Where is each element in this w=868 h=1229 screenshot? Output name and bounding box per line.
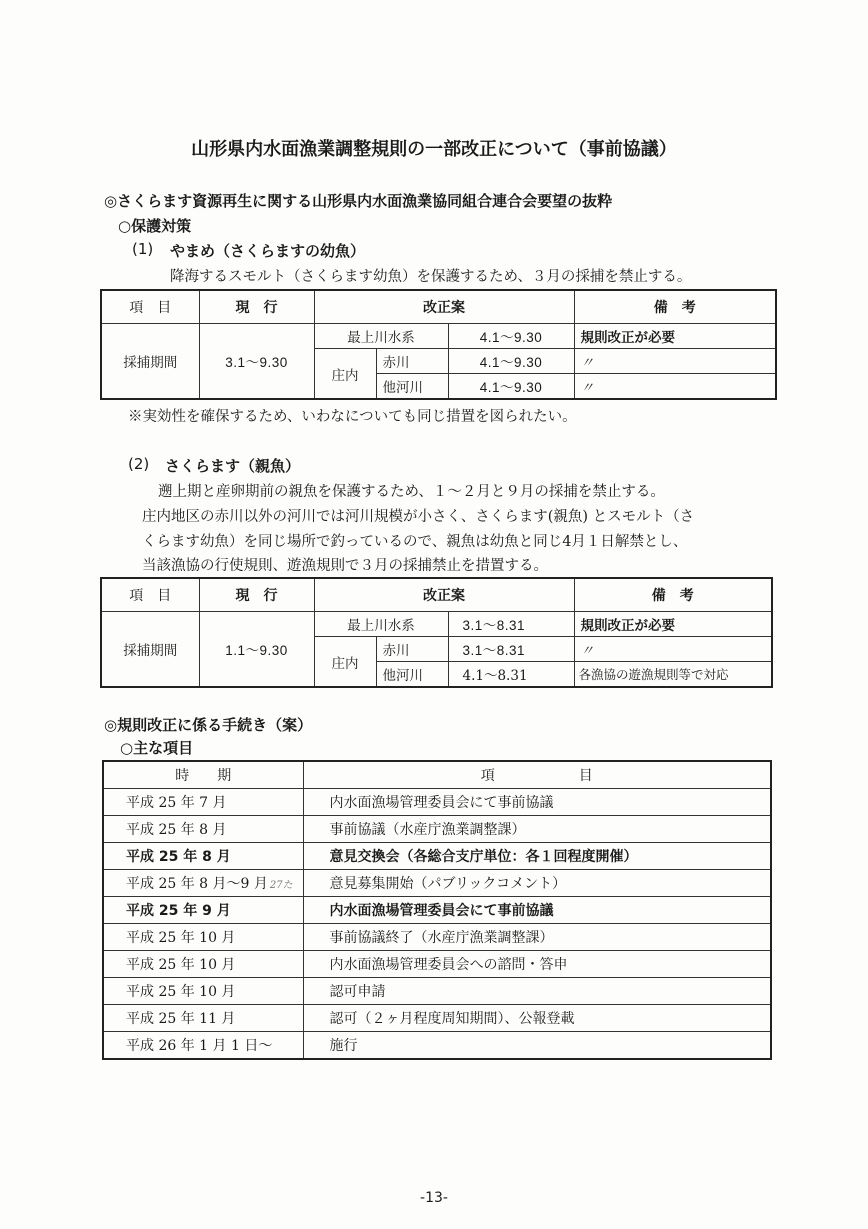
item-cell: 事前協議（水産庁漁業調整課） (303, 816, 771, 843)
header-item: 項 目 (101, 290, 199, 324)
table-row (101, 324, 776, 349)
table-row (103, 816, 771, 843)
period-cell: 4.1～9.30 (448, 349, 574, 374)
area-cell: 他河川 (376, 662, 448, 688)
area-cell: 最上川水系 (314, 612, 448, 637)
item-cell: 内水面漁場管理委員会にて事前協議 (303, 897, 771, 924)
remark-cell: 規則改正が必要 (574, 612, 772, 637)
area-cell: 最上川水系 (314, 324, 448, 349)
period-cell: 4.1～8.31 (448, 662, 574, 688)
period-text: 平成 25 年 10 月 (126, 984, 236, 1000)
item1-description: 降海するスモルト（さくらます幼魚）を保護するため、３月の採捕を禁止する。 (170, 269, 692, 285)
table-row (103, 870, 771, 897)
header-item: 項 目 (101, 578, 199, 612)
area-cell: 他河川 (376, 374, 448, 400)
area-cell: 赤川 (376, 349, 448, 374)
header-proposal: 改正案 (314, 290, 574, 324)
header-current: 現 行 (199, 290, 314, 324)
table-header-row (103, 761, 771, 789)
row-label: 採捕期間 (101, 612, 199, 688)
current-period: 1.1～9.30 (199, 612, 314, 688)
remark-cell: 規則改正が必要 (574, 324, 776, 349)
table-row (103, 1032, 771, 1060)
table-row (103, 789, 771, 816)
period-text: 平成 25 年 8 月～9 月 (126, 876, 268, 892)
period-cell: 3.1～8.31 (448, 612, 574, 637)
item1-note: ※実効性を確保するため、いわなについても同じ措置を図られたい。 (128, 409, 577, 425)
table-header-row (101, 290, 776, 324)
period-text: 平成 25 年 10 月 (126, 930, 236, 946)
header-item: 項 目 (303, 761, 771, 789)
period-cell (103, 897, 303, 924)
period-cell: 4.1～9.30 (448, 374, 574, 400)
item1-label: やまめ（さくらますの幼魚） (170, 242, 366, 260)
period-cell (103, 978, 303, 1005)
document-title: 山形県内水面漁業調整規則の一部改正について（事前協議） (191, 139, 677, 160)
item-cell: 内水面漁場管理委員会にて事前協議 (303, 789, 771, 816)
table-row (101, 612, 772, 637)
item2-description-line: 庄内地区の赤川以外の河川では河川規模が小さく、さくらます(親魚) とスモルト（さ (142, 509, 695, 525)
period-cell (103, 816, 303, 843)
table-row (103, 951, 771, 978)
header-proposal: 改正案 (314, 578, 574, 612)
table-row (103, 1005, 771, 1032)
period-text: 平成 25 年 9 月 (126, 903, 231, 919)
period-cell (103, 789, 303, 816)
item-cell: 意見交換会（各総合支庁単位：各１回程度開催） (303, 843, 771, 870)
period-cell (103, 1005, 303, 1032)
remark-cell: 各漁協の遊漁規則等で対応 (574, 662, 772, 688)
row-label: 採捕期間 (101, 324, 199, 400)
period-cell (103, 924, 303, 951)
period-cell (103, 843, 303, 870)
period-text: 平成 25 年 11 月 (126, 1011, 236, 1027)
sakuramasu-regulation-table (100, 577, 773, 688)
table-header-row (101, 578, 772, 612)
period-cell: 3.1～8.31 (448, 637, 574, 662)
remark-cell: 〃 (574, 349, 776, 374)
page-number: -13- (420, 1190, 448, 1206)
item2-description-line: 遡上期と産卵期前の親魚を保護するため、１～２月と９月の採捕を禁止する。 (158, 484, 665, 500)
table-row (103, 924, 771, 951)
item2-label: さくらます（親魚） (165, 457, 301, 475)
header-remarks: 備 考 (574, 578, 772, 612)
item-cell: 意見募集開始（パブリックコメント） (303, 870, 771, 897)
item2-number: (2) (128, 455, 150, 473)
table-row (103, 843, 771, 870)
table-row (103, 978, 771, 1005)
section1-subheading: ○保護対策 (118, 217, 192, 235)
section2-subheading: ○主な項目 (120, 739, 194, 757)
item2-description-line: 当該漁協の行使規則、遊漁規則で３月の採捕禁止を措置する。 (142, 558, 548, 574)
period-cell (103, 951, 303, 978)
item-cell: 施行 (303, 1032, 771, 1060)
yamame-regulation-table (100, 289, 777, 400)
header-period: 時 期 (103, 761, 303, 789)
period-text: 平成 25 年 8 月 (126, 849, 231, 865)
header-current: 現 行 (199, 578, 314, 612)
section2-heading: ◎規則改正に係る手続き（案） (104, 716, 313, 734)
item-cell: 内水面漁場管理委員会への諮問・答申 (303, 951, 771, 978)
period-text: 平成 25 年 10 月 (126, 957, 236, 973)
handwritten-annotation: 27た (269, 880, 293, 891)
section1-heading: ◎さくらます資源再生に関する山形県内水面漁業協同組合連合会要望の抜粋 (104, 192, 613, 210)
period-cell: 4.1～9.30 (448, 324, 574, 349)
period-text: 平成 26 年 1 月 1 日～ (126, 1038, 273, 1054)
period-cell (103, 1032, 303, 1060)
header-remarks: 備 考 (574, 290, 776, 324)
item-cell: 事前協議終了（水産庁漁業調整課） (303, 924, 771, 951)
remark-cell: 〃 (574, 637, 772, 662)
item-cell: 認可申請 (303, 978, 771, 1005)
period-text: 平成 25 年 8 月 (126, 822, 227, 838)
procedure-schedule-table (102, 760, 772, 1060)
region-group-cell: 庄内 (314, 349, 376, 400)
period-cell (103, 870, 303, 897)
remark-cell: 〃 (574, 374, 776, 400)
region-group-cell: 庄内 (314, 637, 376, 688)
item-cell: 認可（２ヶ月程度周知期間）、公報登載 (303, 1005, 771, 1032)
table-row (103, 897, 771, 924)
item1-number: (1) (132, 240, 154, 258)
current-period: 3.1～9.30 (199, 324, 314, 400)
item2-description-line: くらます幼魚）を同じ場所で釣っているので、親魚は幼魚と同じ4月１日解禁とし、 (142, 534, 688, 550)
area-cell: 赤川 (376, 637, 448, 662)
period-text: 平成 25 年 7 月 (126, 795, 227, 811)
